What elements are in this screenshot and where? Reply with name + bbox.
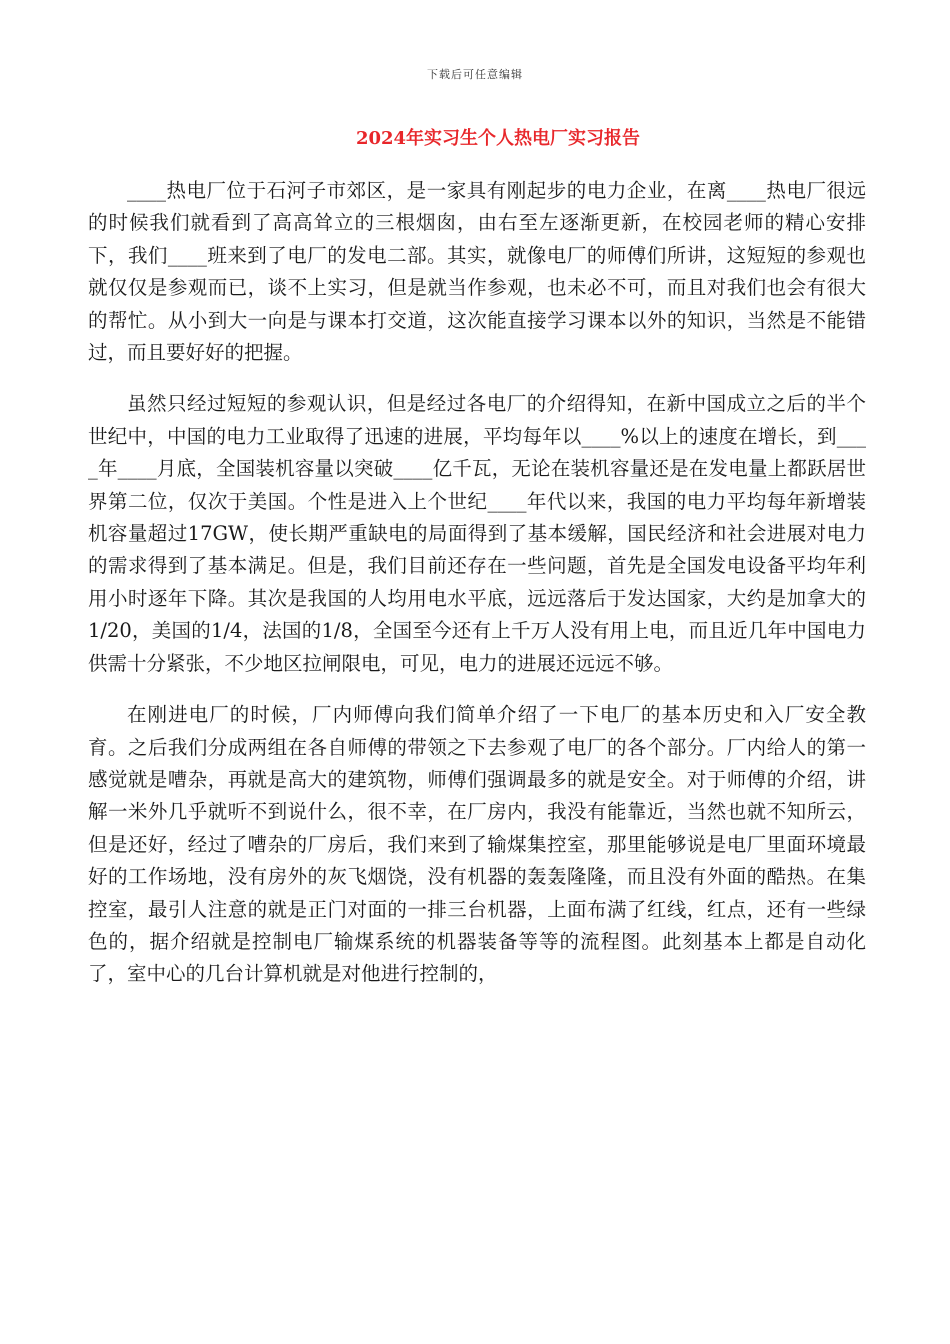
document-title: 2024年实习生个人热电厂实习报告 [355,128,641,149]
paragraph-1: ____热电厂位于石河子市郊区，是一家具有刚起步的电力企业，在离____热电厂很远的时候我们就看到了高高耸立的三根烟囱，由右至左逐渐更新，在校园老师的精心安排下，我们____班来到了电厂的发电二部。其实，就像电厂的师傅们所讲，这短短的参观也就仅仅是参观而已，谈不上实习，但是就当作参观，也未必不可，而且对我们也会有很大的帮忙。从小到大一向是与课本打交道，这次能直接学习课本以外的知识，当然是不能错过，而且要好好的把握。 [88,179,866,365]
paragraph-2: 虽然只经过短短的参观认识，但是经过各电厂的介绍得知，在新中国成立之后的半个世纪中，中国的电力工业取得了迅速的进展，平均每年以____%以上的速度在增长，到____年____月底，全国装机容量以突破____亿千瓦，无论在装机容量还是在发电量上都跃居世界第二位，仅次于美国。个性是进入上个世纪____年代以来，我国的电力平均每年新增装机容量超过17GW，使长期严重缺电的局面得到了基本缓解，国民经济和社会进展对电力的需求得到了基本满足。但是，我们目前还存在一些问题，首先是全国发电设备平均年利用小时逐年下降。其次是我国的人均用电水平底，远远落后于发达国家，大约是加拿大的1/20，美国的1/4，法国的1/8，全国至今还有上千万人没有用上电，而且近几年中国电力供需十分紧张，不少地区拉闸限电，可见，电力的进展还远远不够。 [88,392,866,675]
document-body [88,175,866,1010]
header-note: 下载后可任意编辑 [427,68,523,81]
paragraph-3: 在刚进电厂的时候，厂内师傅向我们简单介绍了一下电厂的基本历史和入厂安全教育。之后我们分成两组在各自师傅的带领之下去参观了电厂的各个部分。厂内给人的第一感觉就是嘈杂，再就是高大的建筑物，师傅们强调最多的就是安全。对于师傅的介绍，讲解一米外几乎就听不到说什么，很不幸，在厂房内，我没有能靠近，当然也就不知所云，但是还好，经过了嘈杂的厂房后，我们来到了输煤集控室，那里能够说是电厂里面环境最好的工作场地，没有房外的灰飞烟饶，没有机器的轰轰隆隆，而且没有外面的酷热。在集控室，最引人注意的就是正门对面的一排三台机器，上面布满了红线，红点，还有一些绿色的，据介绍就是控制电厂输煤系统的机器装备等等的流程图。此刻基本上都是自动化了，室中心的几台计算机就是对他进行控制的， [88,703,866,986]
